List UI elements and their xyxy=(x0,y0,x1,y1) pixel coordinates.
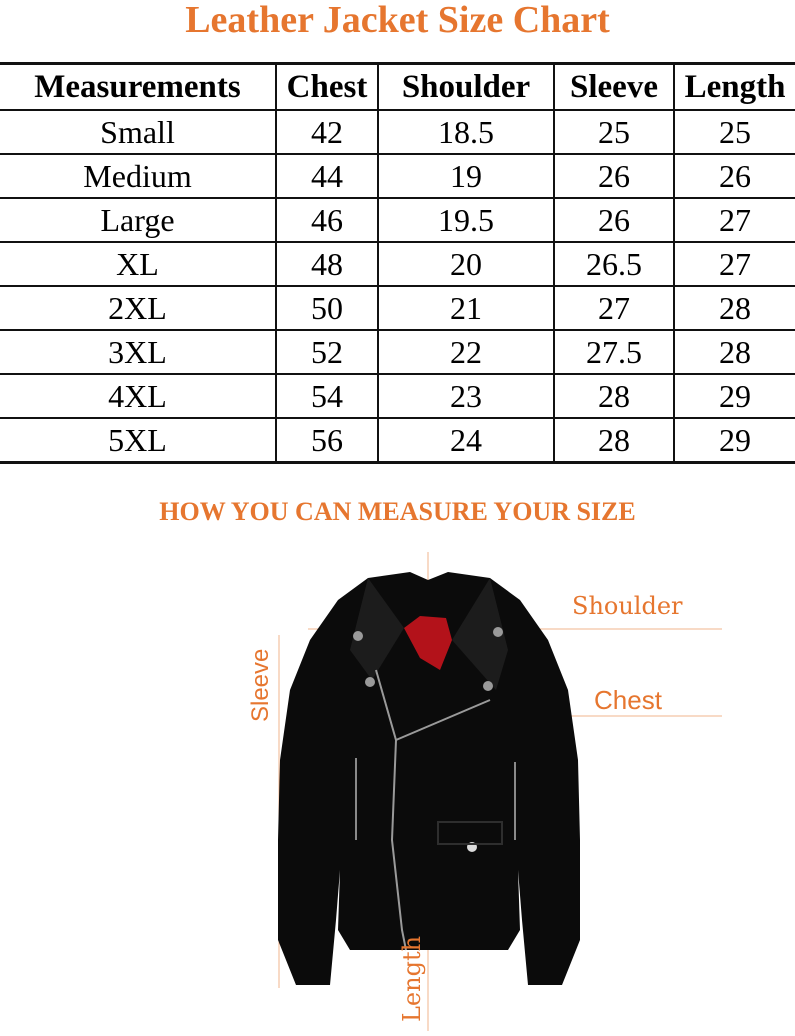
table-row xyxy=(0,418,795,463)
table-header-row xyxy=(0,64,795,111)
table-cell: 28 xyxy=(554,374,674,418)
size-chart-table xyxy=(0,62,795,464)
snap-left xyxy=(353,631,363,641)
table-cell: 21 xyxy=(378,286,554,330)
table-cell: 29 xyxy=(674,374,795,418)
sleeve-label: Sleeve xyxy=(247,648,274,722)
measure-guide-heading: HOW YOU CAN MEASURE YOUR SIZE xyxy=(159,497,636,526)
snap-lapel xyxy=(365,677,375,687)
table-row xyxy=(0,198,795,242)
table-cell: 5XL xyxy=(0,418,276,463)
table-cell: 50 xyxy=(276,286,378,330)
table-cell: 23 xyxy=(378,374,554,418)
table-cell: 42 xyxy=(276,110,378,154)
jacket-measurement-figure xyxy=(0,540,795,1031)
table-cell: 54 xyxy=(276,374,378,418)
table-cell: 19.5 xyxy=(378,198,554,242)
table-cell: 44 xyxy=(276,154,378,198)
chest-label: Chest xyxy=(594,685,662,715)
header-sleeve: Sleeve xyxy=(554,64,674,111)
table-cell: 3XL xyxy=(0,330,276,374)
table-cell: 20 xyxy=(378,242,554,286)
table-row xyxy=(0,286,795,330)
table-cell: Small xyxy=(0,110,276,154)
table-cell: 46 xyxy=(276,198,378,242)
table-cell: 56 xyxy=(276,418,378,463)
table-cell: 28 xyxy=(554,418,674,463)
table-cell: Medium xyxy=(0,154,276,198)
table-cell: 19 xyxy=(378,154,554,198)
table-cell: 24 xyxy=(378,418,554,463)
table-cell: 28 xyxy=(674,330,795,374)
table-cell: 26 xyxy=(554,198,674,242)
table-cell: Large xyxy=(0,198,276,242)
table-cell: 25 xyxy=(554,110,674,154)
table-cell: 18.5 xyxy=(378,110,554,154)
table-cell: 25 xyxy=(674,110,795,154)
table-cell: 4XL xyxy=(0,374,276,418)
table-cell: 28 xyxy=(674,286,795,330)
table-row xyxy=(0,242,795,286)
table-cell: 27.5 xyxy=(554,330,674,374)
table-row xyxy=(0,110,795,154)
header-shoulder: Shoulder xyxy=(378,64,554,111)
table-cell: 27 xyxy=(674,198,795,242)
snap-right xyxy=(493,627,503,637)
table-cell: 2XL xyxy=(0,286,276,330)
table-row xyxy=(0,154,795,198)
table-row xyxy=(0,374,795,418)
shoulder-label: Shoulder xyxy=(572,592,683,620)
table-cell: 48 xyxy=(276,242,378,286)
header-chest: Chest xyxy=(276,64,378,111)
table-cell: 27 xyxy=(674,242,795,286)
table-cell: 52 xyxy=(276,330,378,374)
page-title: Leather Jacket Size Chart xyxy=(185,0,610,41)
snap-collar xyxy=(483,681,493,691)
table-row xyxy=(0,330,795,374)
table-cell: 29 xyxy=(674,418,795,463)
table-cell: XL xyxy=(0,242,276,286)
header-measurements: Measurements xyxy=(0,64,276,111)
table-cell: 27 xyxy=(554,286,674,330)
table-cell: 26 xyxy=(674,154,795,198)
table-cell: 26.5 xyxy=(554,242,674,286)
table-cell: 22 xyxy=(378,330,554,374)
length-label: Length xyxy=(398,935,426,1022)
header-length: Length xyxy=(674,64,795,111)
table-cell: 26 xyxy=(554,154,674,198)
